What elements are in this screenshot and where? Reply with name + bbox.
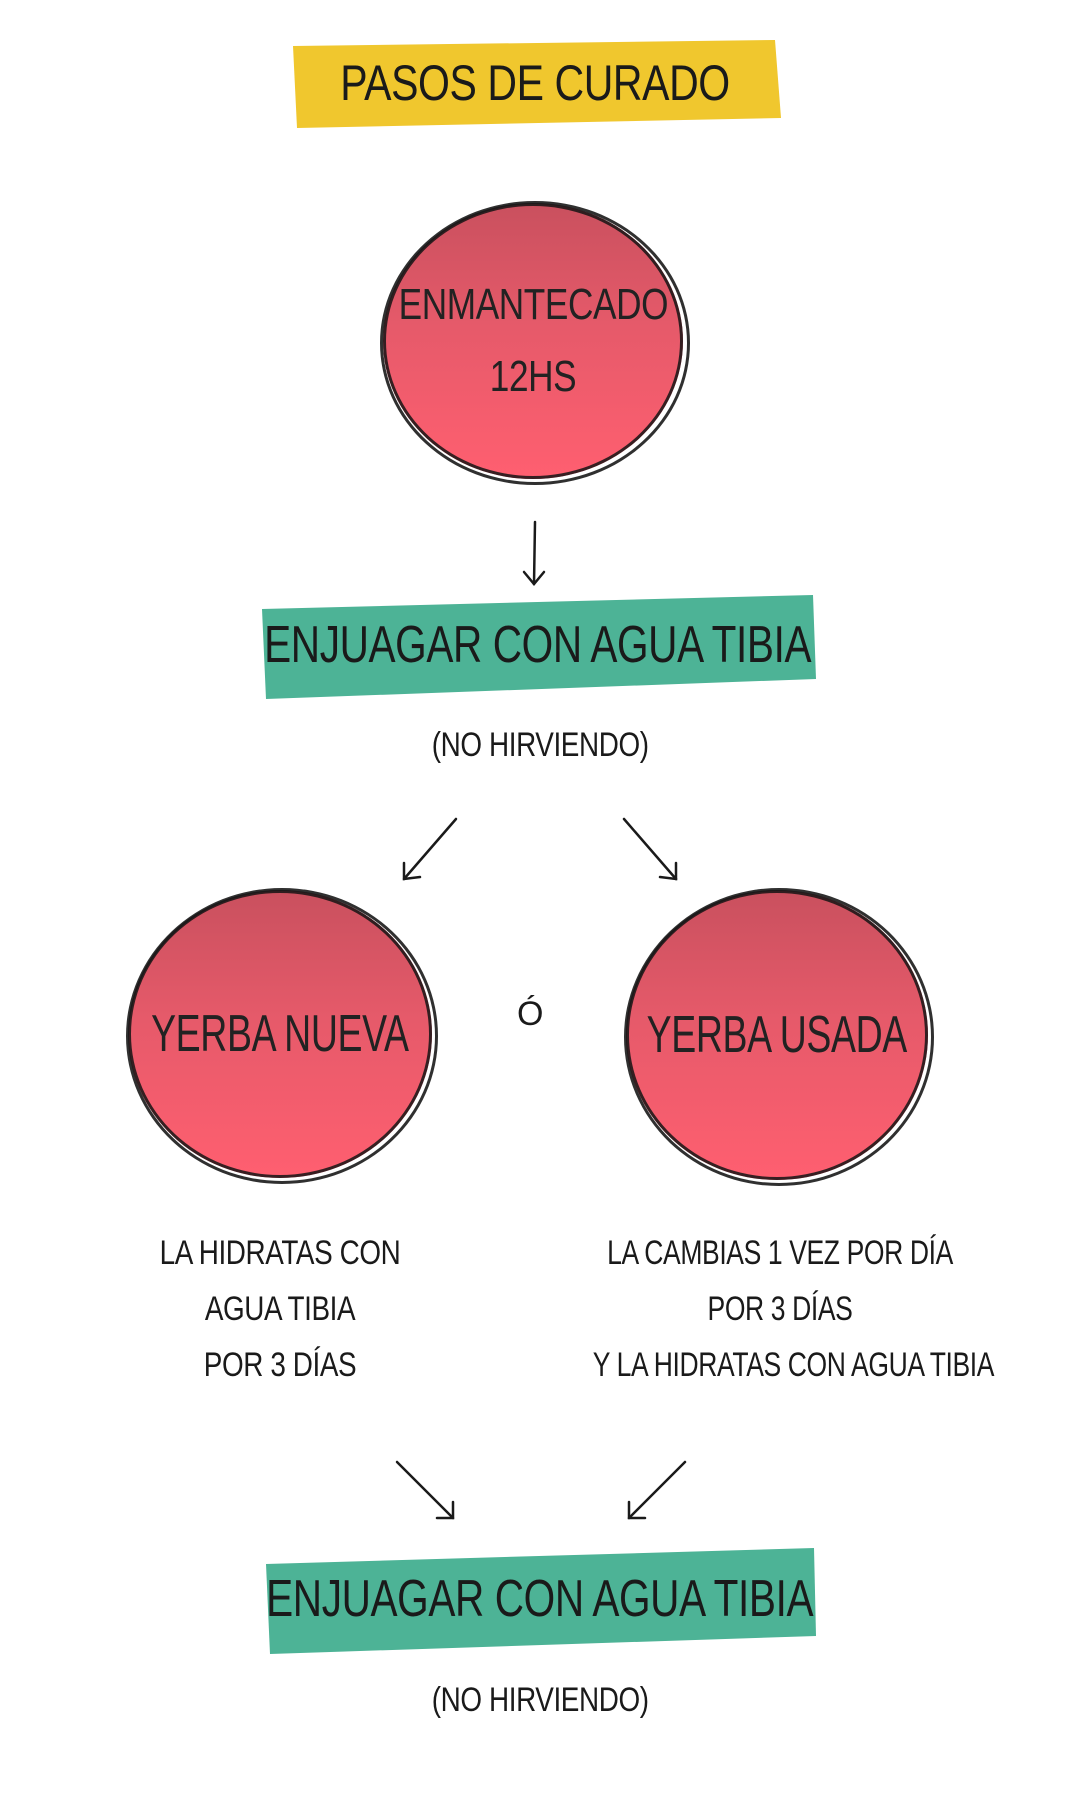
step-enmantecado-text [383, 203, 683, 479]
arrow-converge-right-icon [393, 1458, 457, 1526]
desc-line: AGUA TIBIA [204, 1290, 356, 1328]
step-enmantecado-label: ENMANTECADO [398, 280, 668, 329]
branch-yerba-usada-desc [540, 1225, 1020, 1393]
branch-yerba-usada-label: YERBA USADA [646, 1006, 908, 1064]
title-banner [285, 38, 785, 128]
rinse-label-bottom-text: ENJUAGAR CON AGUA TIBIA [266, 1570, 814, 1628]
branch-yerba-nueva-desc [100, 1225, 460, 1393]
rinse-label-bottom [262, 1548, 818, 1650]
desc-line: LA HIDRATAS CON [159, 1234, 401, 1272]
arrow-down-icon [520, 520, 550, 594]
rinse-note-bottom [340, 1672, 740, 1728]
branch-yerba-nueva-label: YERBA NUEVA [151, 1005, 409, 1063]
rinse-note-top-text: (NO HIRVIENDO) [431, 726, 649, 764]
arrow-down-right-icon [620, 815, 680, 889]
rinse-note-bottom-text: (NO HIRVIENDO) [431, 1681, 649, 1719]
desc-line: Y LA HIDRATAS CON AGUA TIBIA [592, 1346, 995, 1384]
or-separator: Ó [517, 995, 543, 1033]
page-title: PASOS DE CURADO [340, 55, 730, 111]
step-enmantecado-duration: 12HS [489, 352, 577, 401]
branch-yerba-nueva-text [128, 890, 432, 1178]
rinse-label-top-text: ENJUAGAR CON AGUA TIBIA [264, 616, 812, 674]
arrow-down-left-icon [400, 815, 460, 889]
branch-yerba-usada-text [626, 890, 928, 1180]
rinse-note-top [340, 717, 740, 773]
arrow-converge-left-icon [625, 1458, 689, 1526]
rinse-label-top [258, 595, 818, 695]
desc-line: POR 3 DÍAS [707, 1290, 853, 1328]
desc-line: LA CAMBIAS 1 VEZ POR DÍA [607, 1234, 953, 1272]
desc-line: POR 3 DÍAS [203, 1346, 357, 1384]
